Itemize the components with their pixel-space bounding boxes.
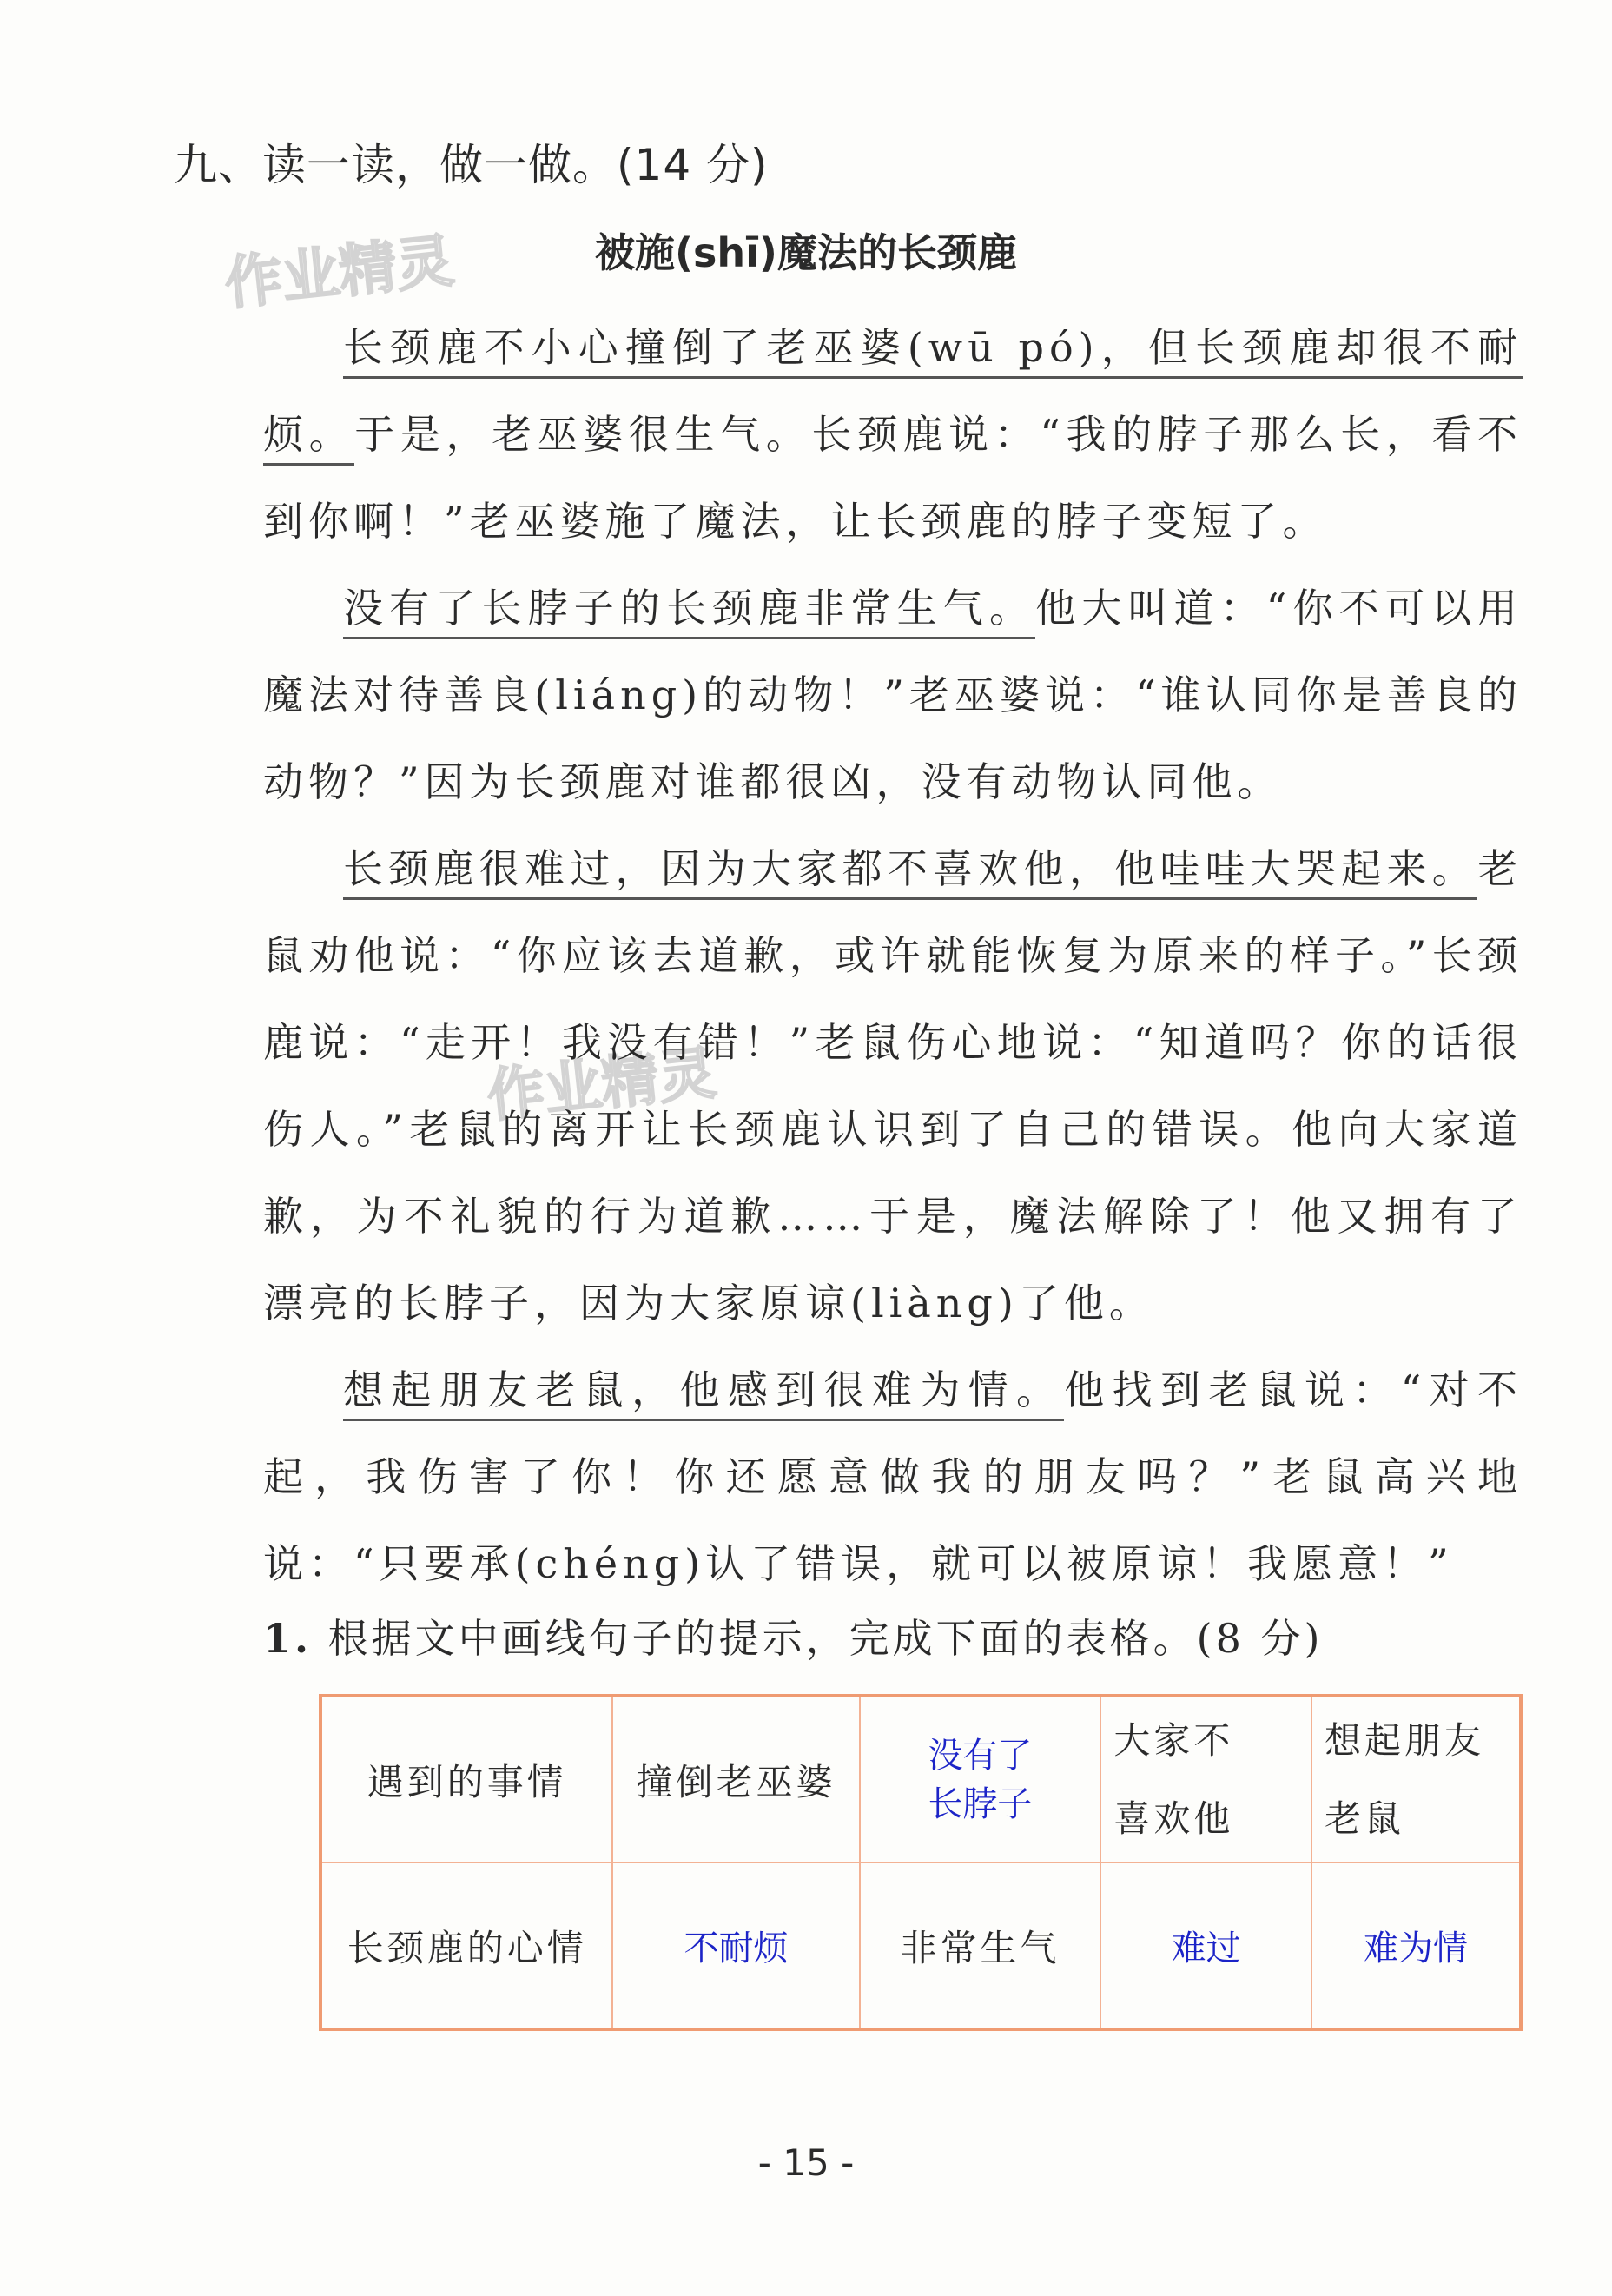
- handwritten-answer: 没有了长脖子: [928, 1735, 1033, 1823]
- table-header-cell: 长颈鹿的心情: [320, 1863, 612, 2029]
- paragraph-text: 他找到老鼠说：“对不起，我伤害了你！你还愿意做我的朋友吗？”老鼠高兴地说：“只要承(chéng)认了错误，就可以被原谅！我愿意！”: [263, 1366, 1523, 1587]
- story-paragraph: [263, 304, 1523, 565]
- answer-blank[interactable]: 不耐烦: [612, 1863, 859, 2029]
- story-paragraph: [263, 1347, 1523, 1607]
- table-cell: 大家不喜欢他: [1100, 1696, 1311, 1863]
- paragraph-text: 他大叫道：“你不可以用魔法对待善良(liáng)的动物！”老巫婆说：“谁认同你是善良的动物？”因为长颈鹿对谁都很凶，没有动物认同他。: [263, 585, 1523, 805]
- watermark-logo: 作业精灵: [221, 227, 457, 318]
- watermark-logo: 作业精灵: [484, 1039, 719, 1130]
- paragraph-text: 于是，老巫婆很生气。长颈鹿说：“我的脖子那么长，看不到你啊！”老巫婆施了魔法，让长颈鹿的脖子变短了。: [263, 411, 1523, 545]
- table-row: [320, 1863, 1521, 2029]
- answer-table: [319, 1694, 1523, 2031]
- answer-blank[interactable]: [860, 1696, 1101, 1863]
- page-number: - 15 -: [757, 2141, 855, 2184]
- section-title: 九、读一读，做一做。(14 分): [174, 140, 769, 190]
- table-cell: 非常生气: [860, 1863, 1101, 2029]
- question-number: 1.: [263, 1615, 313, 1662]
- table-header-cell: 遇到的事情: [320, 1696, 612, 1863]
- answer-blank[interactable]: 难过: [1100, 1863, 1311, 2029]
- story-title: 被施(shī)魔法的长颈鹿: [595, 229, 1017, 276]
- question-1: [263, 1607, 1323, 1664]
- table-row: [320, 1696, 1521, 1863]
- story-paragraph: [263, 565, 1523, 825]
- question-text: 根据文中画线句子的提示，完成下面的表格。(8 分): [327, 1615, 1324, 1662]
- table-cell: 想起朋友老鼠: [1311, 1696, 1521, 1863]
- answer-blank[interactable]: 难为情: [1311, 1863, 1521, 2029]
- underlined-sentence: 想起朋友老鼠，他感到很难为情。: [343, 1366, 1064, 1421]
- table-cell: 撞倒老巫婆: [612, 1696, 859, 1863]
- paragraph-text: 老鼠劝他说：“你应该去道歉，或许就能恢复为原来的样子。”长颈鹿说：“走开！我没有错！”老鼠伤心地说：“知道吗？你的话很伤人。”老鼠的离开让长颈鹿认识到了自己的错误。他向大家道歉，为不礼貌的行为道歉……于是，魔法解除了！他又拥有了漂亮的长脖子，因为大家原谅(liàng)了他。: [263, 845, 1523, 1327]
- underlined-sentence: 没有了长脖子的长颈鹿非常生气。: [343, 585, 1035, 639]
- story-paragraph: [263, 825, 1523, 1347]
- underlined-sentence: 长颈鹿很难过，因为大家都不喜欢他，他哇哇大哭起来。: [343, 845, 1477, 900]
- story-text: [263, 304, 1523, 1607]
- underlined-sentence: 长颈鹿不小心撞倒了老巫婆(wū pó)，但长颈鹿却很不耐烦。: [263, 324, 1523, 466]
